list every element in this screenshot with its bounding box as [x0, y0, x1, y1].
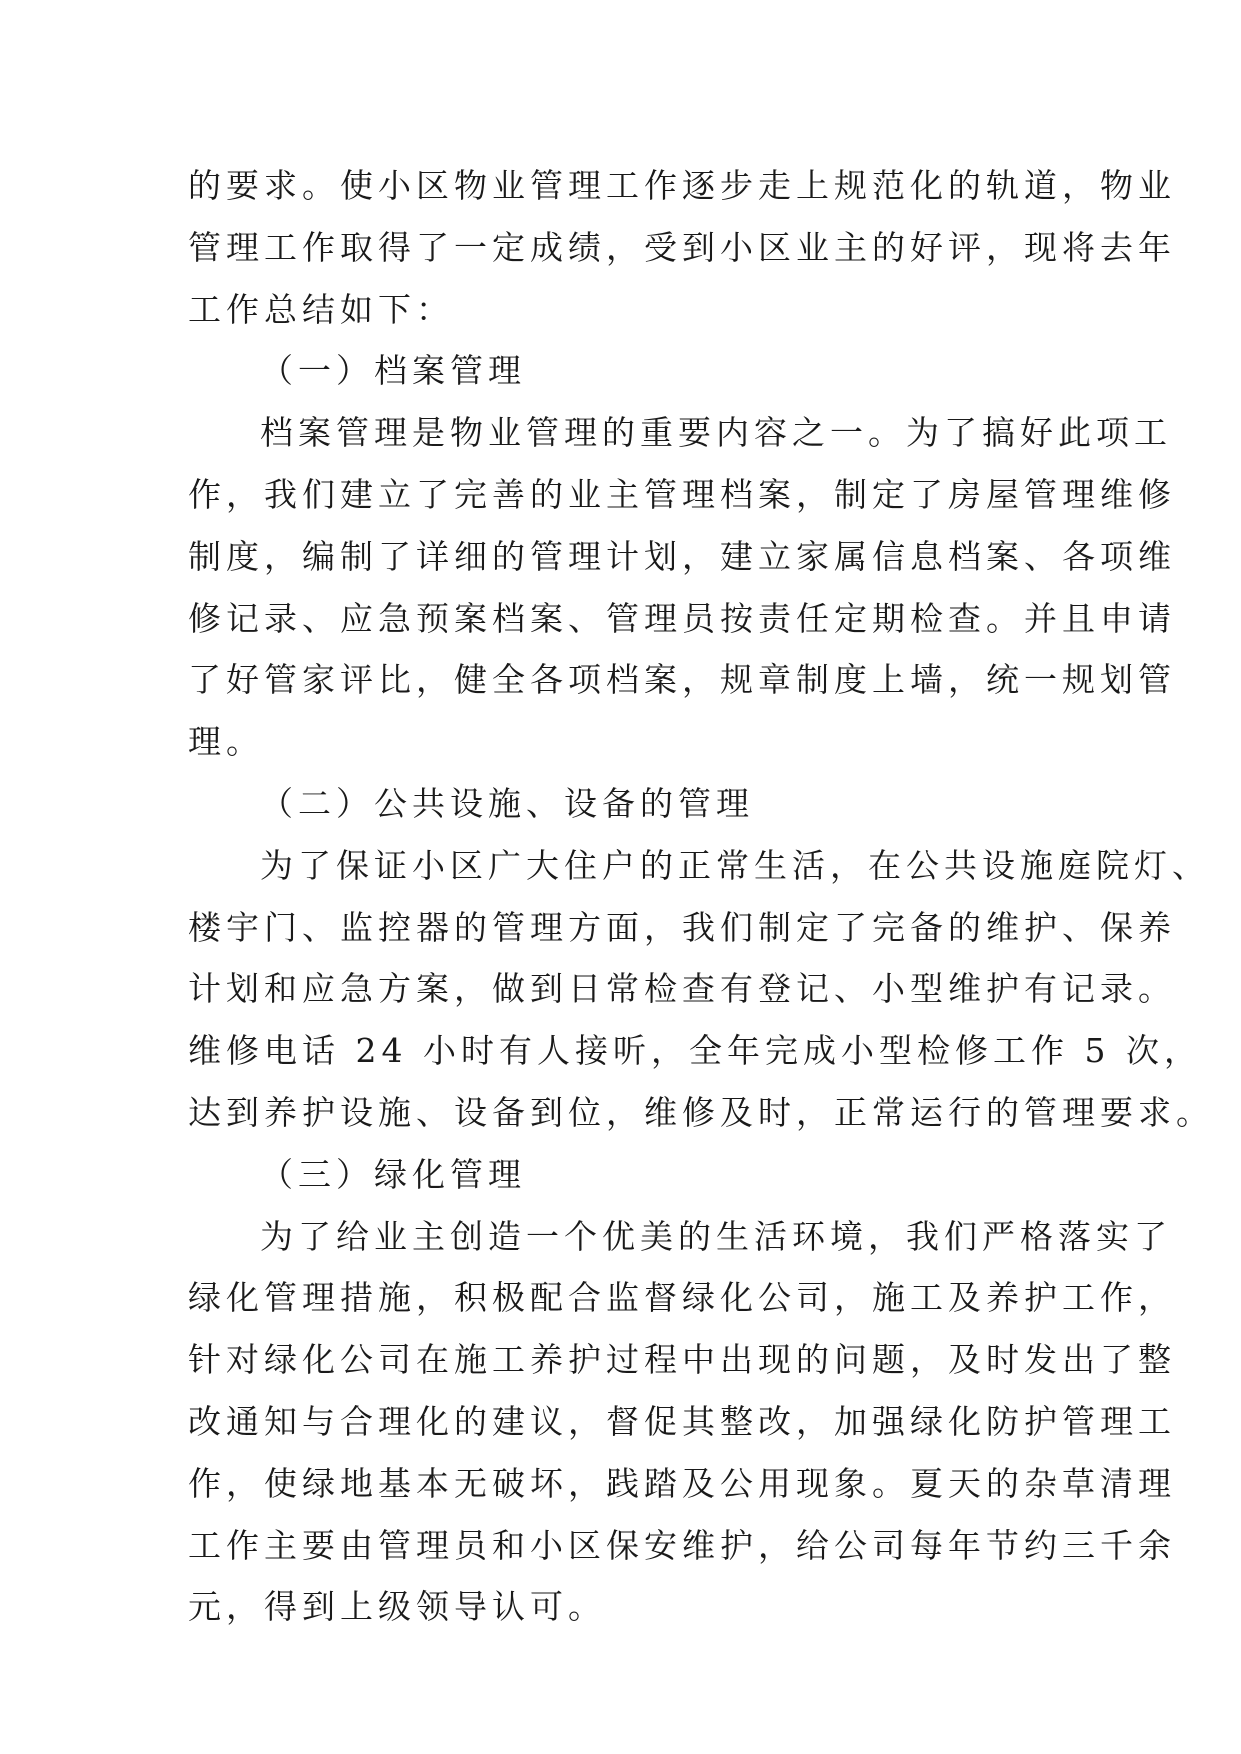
paragraph-line: 作，我们建立了完善的业主管理档案，制定了房屋管理维修 [188, 474, 1176, 514]
paragraph-line: 修记录、应急预案档案、管理员按责任定期检查。并且申请 [188, 598, 1176, 638]
paragraph-line: 工作主要由管理员和小区保安维护，给公司每年节约三千余 [188, 1525, 1176, 1565]
paragraph-line: 达到养护设施、设备到位，维修及时，正常运行的管理要求。 [188, 1092, 1214, 1132]
paragraph-line: 计划和应急方案，做到日常检查有登记、小型维护有记录。 [188, 969, 1176, 1009]
paragraph-line: 制度，编制了详细的管理计划，建立家属信息档案、各项维 [188, 536, 1176, 576]
paragraph-line: 针对绿化公司在施工养护过程中出现的问题，及时发出了整 [188, 1340, 1176, 1380]
paragraph-line: 的要求。使小区物业管理工作逐步走上规范化的轨道，物业 [188, 166, 1176, 205]
paragraph-line: 为了保证小区广大住户的正常生活，在公共设施庭院灯、 [260, 845, 1210, 885]
paragraph-line: 了好管家评比，健全各项档案，规章制度上墙，统一规划管 [188, 660, 1176, 700]
paragraph-line: 理。 [188, 722, 264, 762]
paragraph-line: 作，使绿地基本无破坏，践踏及公用现象。夏天的杂草清理 [188, 1463, 1176, 1503]
paragraph-line: 管理工作取得了一定成绩，受到小区业主的好评，现将去年 [188, 227, 1176, 267]
paragraph-line: 绿化管理措施，积极配合监督绿化公司，施工及养护工作， [188, 1278, 1176, 1318]
paragraph-line: 楼宇门、监控器的管理方面，我们制定了完备的维护、保养 [188, 907, 1176, 947]
paragraph-line: 维修电话 24 小时有人接听，全年完成小型检修工作 5 次， [188, 1031, 1202, 1071]
section-heading-archives: （一）档案管理 [260, 351, 526, 391]
paragraph-line: 改通知与合理化的建议，督促其整改，加强绿化防护管理工 [188, 1401, 1176, 1441]
paragraph-line: 档案管理是物业管理的重要内容之一。为了搞好此项工 [260, 413, 1172, 453]
section-heading-facilities: （二）公共设施、设备的管理 [260, 783, 754, 823]
paragraph-line: 元，得到上级领导认可。 [188, 1587, 606, 1627]
section-heading-greening: （三）绿化管理 [260, 1154, 526, 1194]
paragraph-line: 为了给业主创造一个优美的生活环境，我们严格落实了 [260, 1216, 1172, 1256]
document-body [188, 155, 1214, 1638]
paragraph-line: 工作总结如下： [188, 289, 454, 329]
